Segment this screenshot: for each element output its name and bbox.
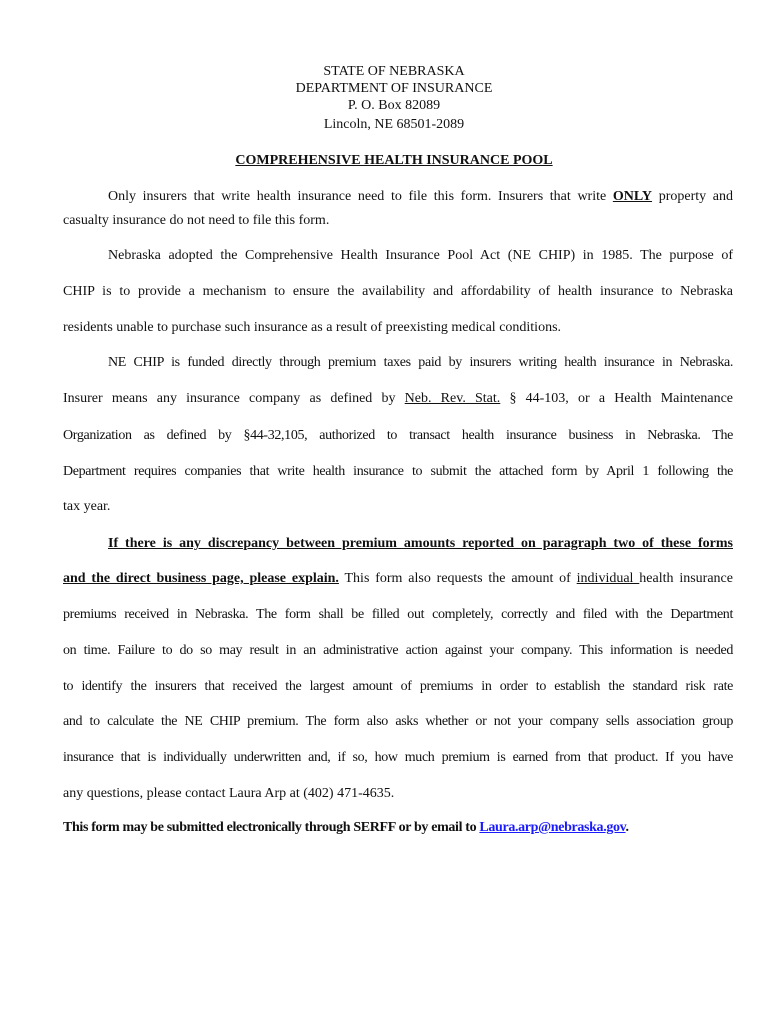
p3-line-4: Department requires companies that write health insurance to submit the attached form by April 1 following the [63, 464, 733, 479]
footer-text: This form may be submitted electronically through SERFF or by email to [63, 820, 480, 835]
p4-line-3: premiums received in Nebraska. The form shall be filled out completely, correctly and filed with the Department [63, 607, 733, 622]
header-city: Lincoln, NE 68501-2089 [323, 117, 465, 132]
p4-bold-text: and the direct business page, please explain. [63, 571, 339, 586]
footer-line [63, 819, 733, 837]
p4-line-8: any questions, please contact Laura Arp at (402) 471-4635. [63, 786, 395, 801]
header-state: STATE OF NEBRASKA [323, 64, 465, 79]
p4-line-1: If there is any discrepancy between premium amounts reported on paragraph two of these forms [108, 536, 733, 551]
email-link[interactable]: Laura.arp@nebraska.gov [479, 820, 626, 835]
p2-line-2: CHIP is to provide a mechanism to ensure the availability and affordability of health insurance to Nebraska [63, 284, 733, 299]
p4-text-a: This form also requests the amount of [338, 571, 577, 586]
p4-line-6: and to calculate the NE CHIP premium. The form also asks whether or not your company sells association group [63, 714, 733, 729]
page-title: COMPREHENSIVE HEALTH INSURANCE POOL [235, 153, 553, 168]
p3-line-2 [63, 390, 733, 408]
p4-text-b: health insurance [639, 571, 733, 586]
header-department: DEPARTMENT OF INSURANCE [295, 81, 493, 96]
p3-text-a: Insurer means any insurance company as defined by [63, 391, 405, 406]
header-po-box: P. O. Box 82089 [347, 98, 441, 113]
p2-line-1: Nebraska adopted the Comprehensive Health Insurance Pool Act (NE CHIP) in 1985. The purpose of [108, 248, 733, 263]
p4-line-4: on time. Failure to do so may result in an administrative action against your company. This information is needed [63, 643, 733, 658]
p1-line-1 [108, 188, 733, 206]
p4-line-7: insurance that is individually underwritten and, if so, how much premium is earned from that product. If you have [63, 750, 733, 765]
p1-only-emphasis: ONLY [612, 189, 653, 204]
p3-text-b: § 44-103, or a Health Maintenance [500, 391, 734, 406]
footer-period: . [625, 820, 629, 835]
statute-reference: Neb. Rev. Stat. [404, 391, 501, 406]
p1-line-2: casualty insurance do not need to file this form. [63, 213, 330, 228]
p2-line-3: residents unable to purchase such insurance as a result of preexisting medical conditions. [63, 320, 562, 335]
p3-line-1: NE CHIP is funded directly through premium taxes paid by insurers writing health insurance in Nebraska. [108, 355, 733, 370]
p1-text-b: property and [652, 189, 733, 204]
p1-text-a: Only insurers that write health insurance need to file this form. Insurers that write [108, 189, 613, 204]
p3-line-5: tax year. [63, 499, 111, 514]
individual-emphasis: individual [576, 571, 640, 586]
p4-line-5: to identify the insurers that received the largest amount of premiums in order to establish the standard risk rate [63, 679, 733, 694]
p4-line-2 [63, 570, 733, 588]
p3-line-3: Organization as defined by §44-32,105, authorized to transact health insurance business in Nebraska. The [63, 428, 733, 443]
